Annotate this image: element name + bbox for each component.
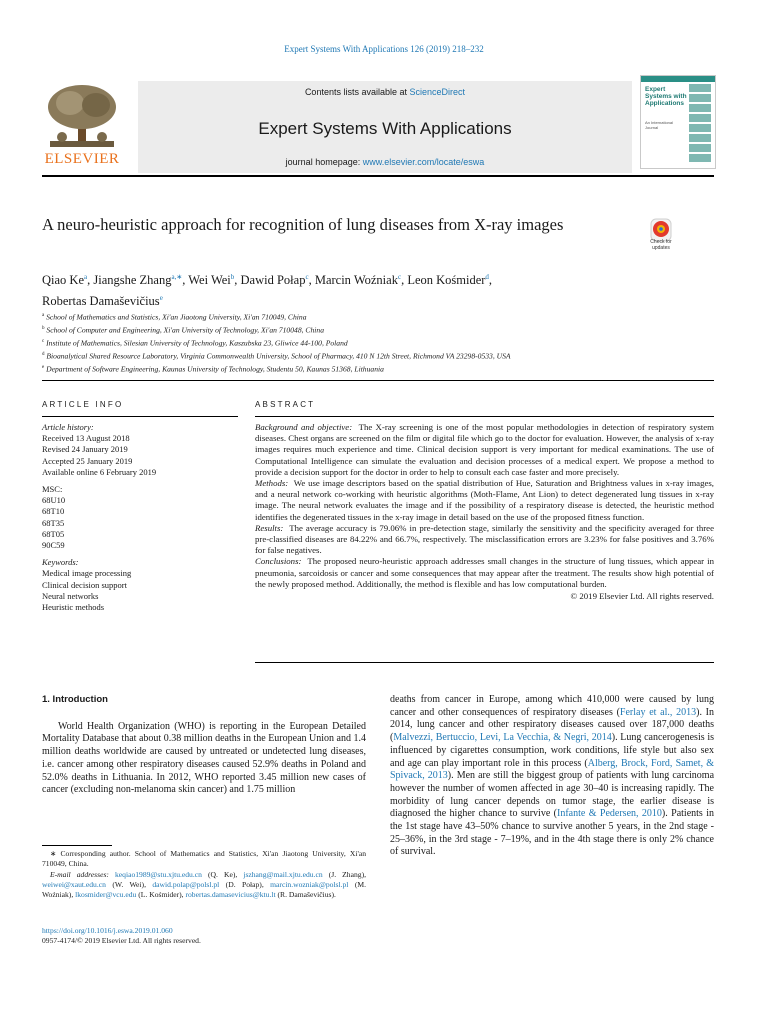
abstract-methods: Methods: We use image descriptors based on the spatial distribution of Hue, Saturation and Brightness values in x-ray images, and a neural network co-working with heuristic algorithms (Moth-Flame, Ant Lion) to detect degenerated lung tissues in x-ray image. The neural network evaluates the image and if the possibility of a respiratory disease is detected, the heuristic method identifies the degenerated tissues in the x-ray image in detail based on the use of the proposed fitness function. — [255, 478, 714, 522]
affiliation-text: Department of Software Engineering, Kaunas University of Technology, Studentu 50, Kaunas 51368, Lithuania — [44, 364, 384, 374]
abstract-conclusions: Conclusions: The proposed neuro-heuristic approach addresses small changes in the structure of lung tissues, which appear in pneumonia, sarcoidosis or cancer and some consequences that may appear after the treatment. The results show high potential of the newly proposed method. Additionally, the method is flexible and has low computational burden. — [255, 556, 714, 589]
email-link[interactable]: lkosmider@vcu.edu — [75, 890, 137, 900]
author-affiliation-mark[interactable]: d — [485, 273, 489, 281]
author-separator: , — [87, 273, 94, 288]
cover-strip — [641, 76, 715, 82]
affiliation — [42, 323, 714, 336]
divider-rule — [42, 380, 714, 381]
email-link[interactable]: keqiao1989@stu.xjtu.edu.cn — [115, 869, 202, 879]
msc-list — [42, 495, 238, 551]
elsevier-wordmark: ELSEVIER — [44, 151, 120, 167]
email-addresses — [42, 870, 366, 901]
email-label: E-mail addresses: — [50, 869, 115, 879]
affiliation-mark: d — [42, 352, 45, 358]
msc-label: MSC: — [42, 484, 63, 495]
affiliation — [42, 310, 714, 323]
homepage-line: journal homepage: www.elsevier.com/locate/eswa — [285, 157, 485, 167]
affiliation-text: School of Computer and Engineering, Xi'an University of Technology, Xi'an 710048, China — [44, 325, 324, 335]
history-list — [42, 433, 238, 478]
author-affiliation-mark[interactable]: b — [230, 273, 235, 281]
doi-block — [42, 926, 366, 947]
author-separator: , — [182, 273, 189, 288]
issn-line: 0957-4174/© 2019 Elsevier Ltd. All rights reserved. — [42, 936, 201, 946]
journal-banner — [138, 81, 632, 173]
introduction-continued: deaths from cancer in Europe, among which 410,000 were caused by lung cancer and other consequences of respiratory diseases (Ferlay et al., 2013). In 2014, lung cancer and other respiratory diseases caused over 187,000 deaths (Malvezzi, Bertuccio, Levi, La Vecchia, & Negri, 2014). Lung cancerogenesis is influenced by cigarettes consumption, work conditions, life style but also sex and age can play important role in this process (Alberg, Brock, Ford, Samet, & Spivack, 2013). Men are still the biggest group of patients with lung carcinoma however the number of women affected in age 30–40 is increasing rapidly. The morbidity of lung cancer depends on tumor stage, the earlier disease is diagnosed the higher chance to survive (Infante & Pedersen, 2010). Patients in the 1st stage have 43–50% chance to survive another 5 years, in the 2nd stage - 25–36%, in the 3rd stage - 7–19%, and in the 4th stage there is only 2% chance of survival. — [390, 694, 715, 858]
email-link[interactable]: dawid.polap@polsl.pl — [152, 879, 220, 889]
author-separator: , — [401, 273, 408, 288]
article-title: A neuro-heuristic approach for recognition of lung diseases from X-ray images — [42, 215, 564, 234]
abstract-bottom-rule — [255, 662, 714, 663]
author-name[interactable]: Marcin Woźniak — [314, 273, 398, 288]
citation-alberg[interactable]: Alberg, Brock, Ford, Samet, & Spivack, 2013 — [390, 757, 714, 782]
author-name[interactable]: Dawid Połap — [240, 273, 306, 288]
journal-homepage-link[interactable]: www.elsevier.com/locate/eswa — [362, 157, 485, 167]
cover-pattern — [689, 84, 711, 164]
abstract-background: Background and objective: The X-ray screening is one of the most popular methodologies in detection of respiratory system diseases. Chest organs are screened on the film or digital file which go to the doctor for evaluation. However, the analysis of x-ray images requires much experience and time. Clinical decision support is very important for medical examinations. The use of Computational Intelligence can simulate the evaluation and decision processes of a medical expert. We propose a method to provide a decision support for the doctor in order to help to consult each case faster and more precisely. — [255, 422, 714, 477]
msc-code: 68U10 — [42, 495, 66, 506]
introduction-paragraph: World Health Organization (WHO) is reporting in the European Detailed Mortality Database that about 0.38 million deaths in the European Union and 1.4 million deaths worldwide are caused by untreated or undetected lung diseases, i.e. cancer among other respiratory diseases caused 52.9% deaths in Poland and 52.0% deaths in Lithuania. In 2012, WHO reported 3.45 million new cases of cancer (excluding non-melanoma skin cancer) and 1.75 million — [42, 720, 366, 796]
email-link[interactable]: marcin.wozniak@polsl.pl — [270, 879, 349, 889]
affiliation-text: Bioanalytical Shared Resource Laboratory, Virginia Commonwealth University, School of Pharmacy, 410 N 12th Street, Richmond VA 23298-0533, USA — [44, 351, 511, 361]
keywords-label: Keywords: — [42, 557, 79, 568]
abstract-copyright: © 2019 Elsevier Ltd. All rights reserved. — [570, 591, 714, 602]
msc-code: 68T05 — [42, 528, 65, 539]
article-info-heading: ARTICLE INFO — [42, 400, 124, 409]
journal-name: Expert Systems With Applications — [258, 119, 512, 138]
keyword: Clinical decision support — [42, 579, 127, 590]
corresponding-author-note: ∗ Corresponding author. School of Mathematics and Statistics, Xi'an Jiaotong University, Xi'an 710049, China. — [42, 849, 366, 869]
sciencedirect-link[interactable]: ScienceDirect — [409, 87, 466, 97]
email-link[interactable]: weiwei@xaut.edu.cn — [42, 879, 106, 889]
author-separator: , — [234, 273, 241, 288]
author-affiliation-mark[interactable]: a — [84, 273, 88, 281]
email-owner: (W. Wei), — [105, 879, 153, 889]
introduction-heading: 1. Introduction — [42, 694, 108, 705]
keyword: Neural networks — [42, 590, 99, 601]
abstract-heading: ABSTRACT — [255, 400, 316, 409]
msc-code: 90C59 — [42, 540, 65, 551]
header-rule — [42, 175, 714, 177]
author-affiliation-mark[interactable]: a,∗ — [171, 273, 183, 281]
abstract-rule — [255, 416, 714, 417]
history-item: Accepted 25 January 2019 — [42, 455, 133, 466]
email-owner: (R. Damaševičius). — [275, 890, 336, 900]
cover-title: Expert Systems with Applications — [645, 86, 687, 107]
keyword: Medical image processing — [42, 568, 132, 579]
doi-link[interactable]: https://doi.org/10.1016/j.eswa.2019.01.060 — [42, 926, 173, 935]
citation-ferlay[interactable]: Ferlay et al., 2013 — [619, 706, 697, 718]
affiliation — [42, 336, 714, 349]
author-name[interactable]: Jiangshe Zhang — [93, 273, 172, 288]
introduction-right-column — [390, 694, 714, 859]
author-affiliation-mark[interactable]: c — [397, 273, 402, 281]
check-for-updates-badge[interactable] — [642, 218, 680, 256]
contents-line: Contents lists available at ScienceDirect — [304, 87, 466, 97]
abstract-results: Results: The average accuracy is 79.06% in pre-detection stage, similarly the sensitivity and the specificity averaged for three pre-classified diseases are 84.22% and 66.7%, respectively. The misclassification errors are 3.23% for false positives and 3.76% for false negatives. — [255, 522, 714, 556]
email-owner: (D. Połap), — [219, 879, 271, 889]
affiliation — [42, 349, 714, 362]
affiliation-list — [42, 310, 714, 375]
footnote — [42, 849, 366, 900]
journal-ref-link[interactable]: Expert Systems With Applications 126 (2019) 218–232 — [284, 44, 484, 54]
email-owner: (M. Woźniak), — [42, 879, 367, 900]
check-updates-label: Check for updates — [650, 239, 672, 251]
keywords-list — [42, 568, 238, 613]
article-info — [42, 422, 238, 613]
author-separator: , — [488, 273, 493, 288]
author-name[interactable]: Wei Wei — [188, 273, 231, 288]
cover-subtitle: An International Journal — [645, 120, 674, 130]
email-owner: (Q. Ke), — [201, 869, 244, 879]
email-owner: (L. Kośmider), — [136, 890, 186, 900]
footnote-rule — [42, 845, 112, 846]
author-name[interactable]: Leon Kośmider — [407, 273, 486, 288]
history-label: Article history: — [42, 422, 94, 432]
history-item: Available online 6 February 2019 — [42, 466, 157, 477]
author-name[interactable]: Robertas Damaševičius — [42, 294, 160, 309]
abstract-body — [255, 422, 714, 602]
affiliation-mark: b — [42, 326, 45, 332]
article-info-rule — [42, 416, 238, 417]
email-link[interactable]: robertas.damasevicius@ktu.lt — [185, 890, 276, 900]
msc-code: 68T35 — [42, 517, 65, 528]
history-item: Revised 24 January 2019 — [42, 444, 128, 455]
keyword: Heuristic methods — [42, 602, 105, 613]
citation-infante[interactable]: Infante & Pedersen, 2010 — [557, 808, 662, 820]
author-name[interactable]: Qiao Ke — [42, 273, 84, 288]
author-list — [42, 268, 714, 310]
journal-reference — [0, 44, 768, 54]
affiliation-text: Institute of Mathematics, Silesian University of Technology, Kaszubska 23, Gliwice 44-100, Poland — [44, 338, 348, 348]
email-link[interactable]: jszhang@mail.xjtu.edu.cn — [243, 869, 323, 879]
introduction-left-column — [42, 694, 366, 797]
affiliation-mark: c — [42, 339, 45, 345]
author-separator: , — [308, 273, 315, 288]
affiliation-mark: a — [42, 313, 45, 318]
msc-code: 68T10 — [42, 506, 65, 517]
affiliation-text: School of Mathematics and Statistics, Xi'an Jiaotong University, Xi'an 710049, China — [44, 312, 307, 322]
journal-header — [42, 75, 714, 173]
citation-malvezzi[interactable]: Malvezzi, Bertuccio, Levi, La Vecchia, & Negri, 2014 — [393, 732, 612, 744]
email-owner: (J. Zhang), — [322, 869, 366, 879]
affiliation — [42, 362, 714, 375]
author-affiliation-mark[interactable]: e — [159, 294, 163, 303]
history-item: Received 13 August 2018 — [42, 433, 130, 444]
journal-cover-thumbnail[interactable] — [640, 75, 716, 169]
author-affiliation-mark[interactable]: c — [305, 273, 309, 281]
affiliation-mark: e — [42, 365, 45, 371]
